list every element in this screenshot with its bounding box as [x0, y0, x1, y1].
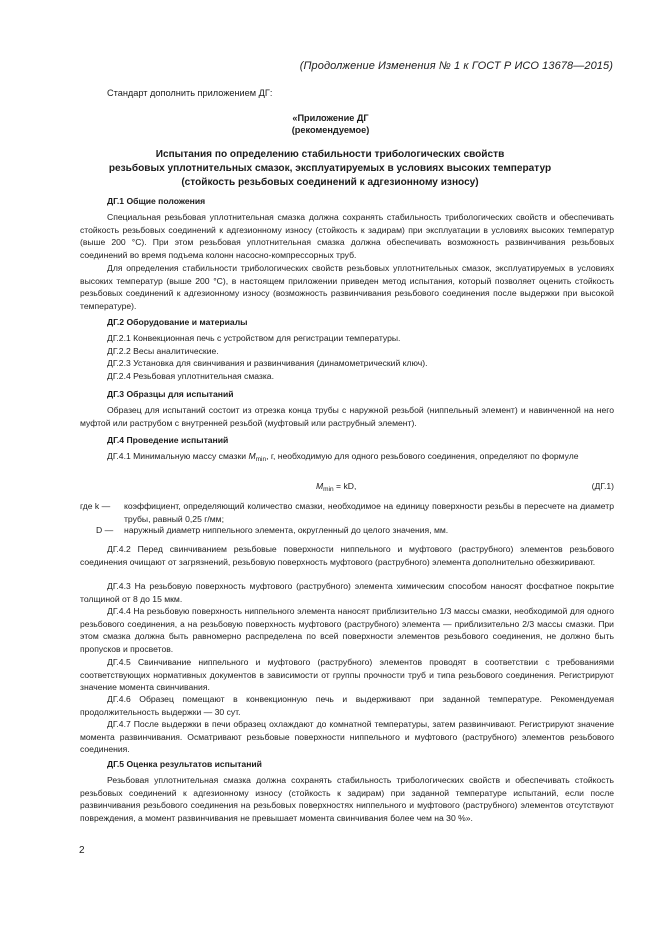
appendix-status: (рекомендуемое) [291, 125, 370, 135]
subscript: min [255, 456, 267, 463]
legend-k [80, 500, 614, 526]
title-line: резьбовых уплотнительных смазок, эксплуатируемых в условиях высоких температур [108, 163, 552, 174]
text-run: , г, необходимую для одного резьбового соединения, определяют по формуле [266, 451, 579, 461]
section-heading-dg5: ДГ.5 Оценка результатов испытаний [107, 759, 262, 769]
section-heading-dg3: ДГ.3 Образцы для испытаний [107, 389, 234, 399]
paragraph: Для определения стабильности трибологических свойств резьбовых уплотнительных смазок, эксплуатируемых в условиях высоких температур (выше 200 °C), в настоящем приложении приведен метод испытания, который позволяет оценить стойкость резьбовых соединений к адгезионному износу (возможность развинчивания резьбового соединения после выдержки при высокой температуре). [80, 263, 614, 312]
legend-text: коэффициент, определяющий количество смазки, необходимое на единицу поверхности резьбы в пересчете на диаметр трубы, равный 0,25 г/мм; [124, 501, 614, 524]
paragraph: Специальная резьбовая уплотнительная смазка должна сохранять стабильность трибологических свойств и обеспечивать стойкость резьбовых соединений к адгезионному износу (стойкость к задирам) при эксплуатации в условиях высоких температур (выше 200 °C). При этом резьбовая уплотнительная смазка должна обеспечивать возможность развинчивания резьбовых соединений во время подъема колонн насосно-компрессорных труб. [80, 212, 614, 261]
legend-d [80, 524, 614, 537]
section-heading-dg2: ДГ.2 Оборудование и материалы [107, 317, 248, 327]
formula-rhs: = kD, [333, 481, 357, 491]
paragraph: ДГ.4.6 Образец помещают в конвекционную печь и выдерживают при заданной температуре. Рекомендуемая продолжительность выдержки — 30 сут. [80, 694, 614, 717]
formula-body [316, 480, 356, 493]
paragraph: Резьбовая уплотнительная смазка должна сохранять стабильность трибологических свойств и обеспечивать стойкость резьбовых соединений к адгезионному износу (стойкость к задирам) при заданной температуре испытаний, если после развинчивания резьбового соединения на резьбовых поверхностях ниппельного и муфтового (раструбного) элементов отсутствуют повреждения, а момент развинчивания не превышает момента свинчивания более чем на 30 %». [80, 775, 614, 824]
list-item: ДГ.2.1 Конвекционная печь с устройством для регистрации температуры. [107, 333, 401, 343]
symbol: M [248, 451, 256, 461]
intro-text: Стандарт дополнить приложением ДГ: [107, 88, 273, 98]
formula [80, 480, 614, 493]
legend-key: D — [96, 525, 114, 535]
page-number: 2 [79, 845, 85, 856]
section-heading-dg1: ДГ.1 Общие положения [107, 196, 206, 206]
paragraph: Образец для испытаний состоит из отрезка конца трубы с наружной резьбой (ниппельный элемент) и навинченной на него муфтой или раструбом с внутренней резьбой (муфтовый или раструбный элемент). [80, 405, 614, 428]
symbol: M [316, 481, 324, 491]
paragraph: ДГ.4.5 Свинчивание ниппельного и муфтового (раструбного) элементов проводят в соответствии с требованиями соответствующих нормативных документов в зависимости от группы прочности труб и типа резьбового соединения. Регистрируют значение момента свинчивания. [80, 657, 614, 693]
paragraph: ДГ.4.4 На резьбовую поверхность ниппельного элемента наносят приблизительно 1/3 массы смазки, необходимой для одного резьбового соединения, а на резьбовую поверхность муфтового (раструбного) элемента — приблизительно 2/3 массы смазки. При этом смазка должна быть равномерно распределена по всей поверхности элементов резьбового соединения, не должно быть пропусков и просветов. [80, 606, 614, 655]
paragraph [80, 450, 614, 463]
legend-key: где k — [80, 501, 111, 511]
legend-text: наружный диаметр ниппельного элемента, округленный до целого значения, мм. [124, 525, 449, 535]
text-run: ДГ.4.1 Минимальную массу смазки [107, 451, 249, 461]
paragraph: ДГ.4.3 На резьбовую поверхность муфтового (раструбного) элемента химическим способом наносят фосфатное покрытие толщиной от 8 до 15 мкм. [80, 581, 614, 604]
list-item: ДГ.2.4 Резьбовая уплотнительная смазка. [107, 371, 274, 381]
title-line: Испытания по определению стабильности трибологических свойств [155, 149, 505, 160]
title-line: (стойкость резьбовых соединений к адгезионному износу) [181, 177, 479, 188]
subscript: min [323, 486, 334, 493]
list-item: ДГ.2.2 Весы аналитические. [107, 346, 219, 356]
list-item: ДГ.2.3 Установка для свинчивания и развинчивания (динамометрический ключ). [107, 358, 428, 368]
paragraph: ДГ.4.7 После выдержки в печи образец охлаждают до комнатной температуры, затем развинчивают. Регистрируют значение момента развинчивания. Осматривают резьбовые поверхности ниппельного и муфтового (раструбного) элементов резьбового соединения. [80, 719, 614, 755]
formula-number: (ДГ.1) [591, 481, 614, 491]
running-header: (Продолжение Изменения № 1 к ГОСТ Р ИСО 13678—2015) [299, 60, 613, 72]
appendix-title: «Приложение ДГ [292, 113, 369, 123]
document-title [60, 148, 600, 190]
paragraph: ДГ.4.2 Перед свинчиванием резьбовые поверхности ниппельного и муфтового (раструбного) элементов резьбового соединения очищают от загрязнений, резьбовую поверхность муфтового (раструбного) элемента дополнительно обезжиривают. [80, 544, 614, 567]
section-heading-dg4: ДГ.4 Проведение испытаний [107, 435, 229, 445]
